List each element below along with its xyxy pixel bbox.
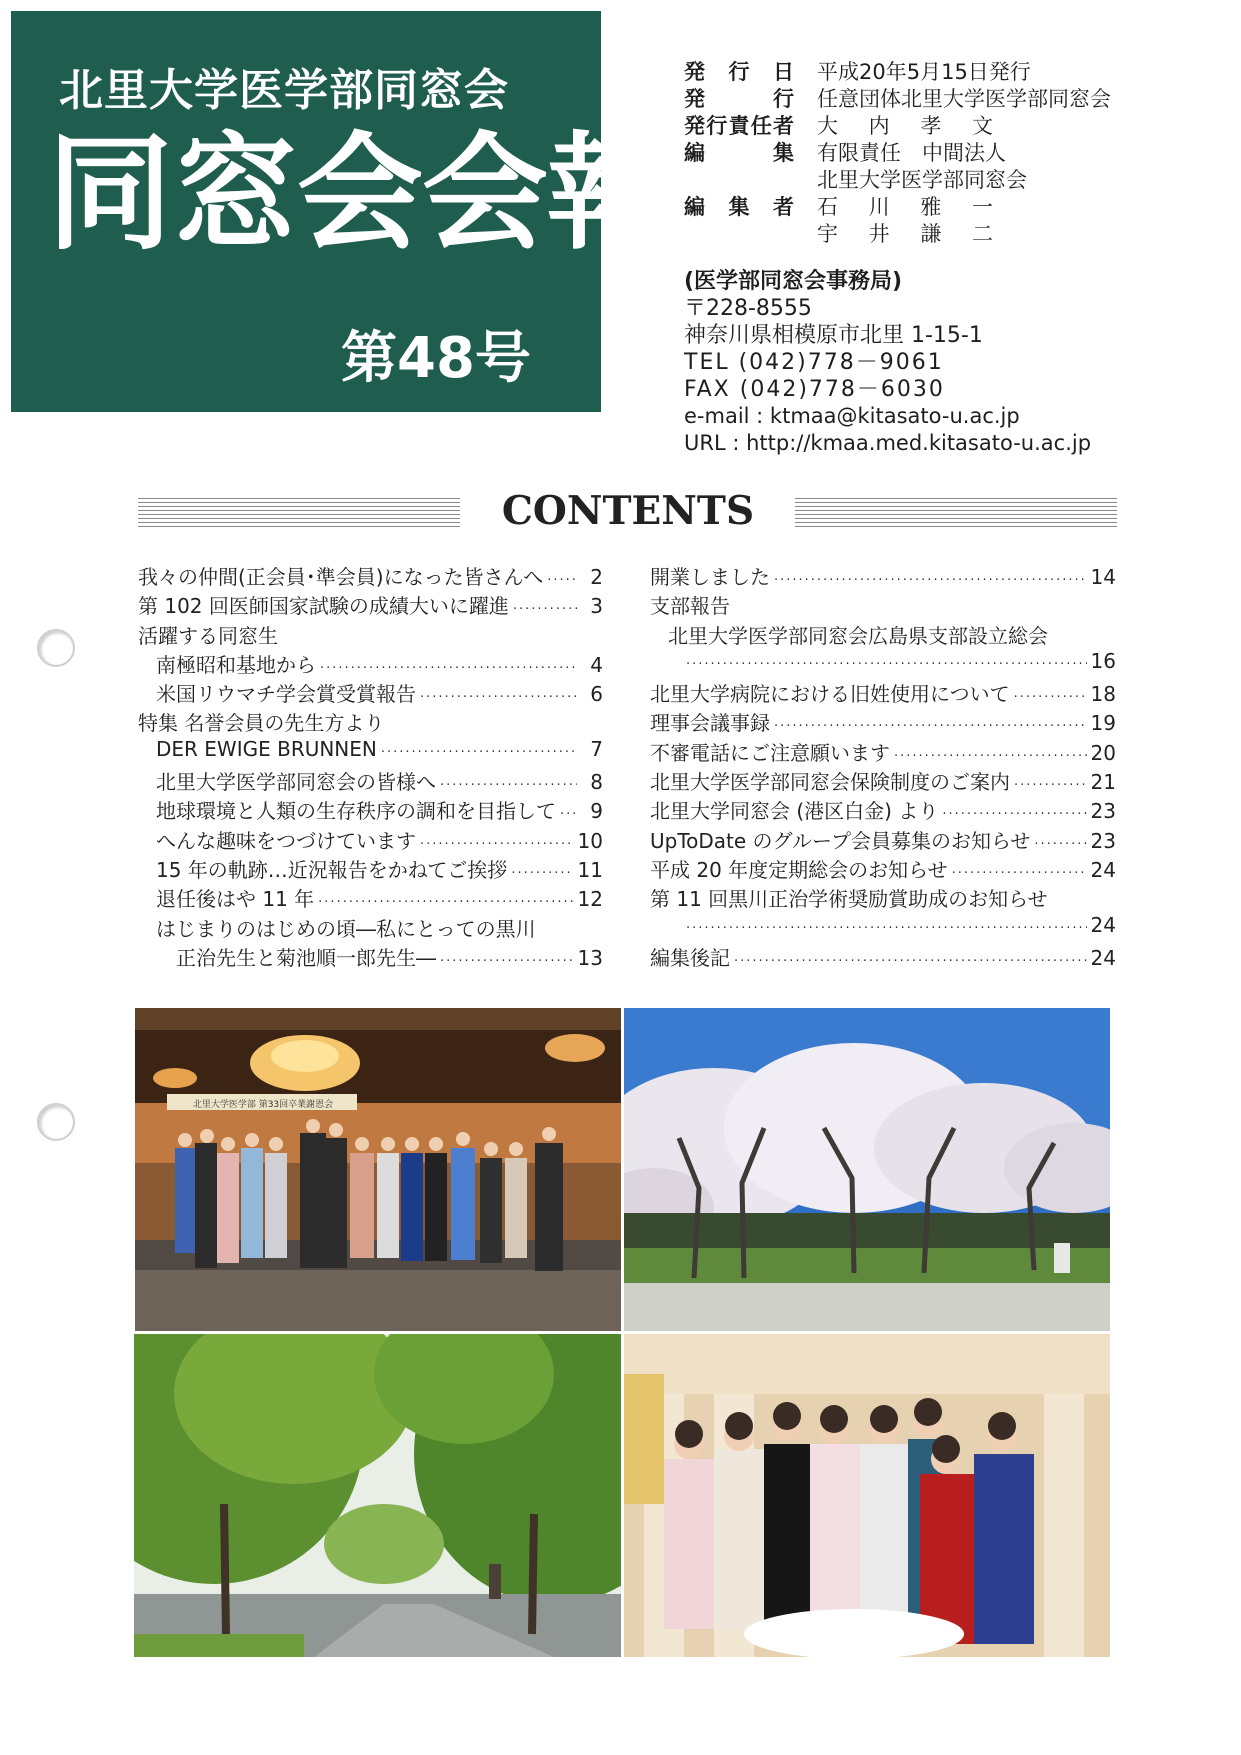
colophon-value: 石 川 雅 一 bbox=[817, 195, 1006, 219]
toc-entry-title: 米国リウマチ学会賞受賞報告 bbox=[156, 682, 416, 707]
toc-leader-dots bbox=[774, 719, 1087, 734]
toc-leader-dots bbox=[318, 895, 573, 910]
toc-entry[interactable] bbox=[138, 620, 603, 649]
photo-zelkova-avenue bbox=[134, 1334, 621, 1657]
toc-entry-page: 7 bbox=[590, 736, 603, 761]
toc-leader-dots bbox=[1034, 837, 1086, 852]
toc-leader-dots bbox=[420, 690, 577, 705]
issue-number: 第48号 bbox=[341, 326, 531, 391]
contents-heading: CONTENTS bbox=[501, 488, 755, 534]
toc-entry[interactable] bbox=[650, 825, 1116, 854]
toc-entry[interactable] bbox=[650, 913, 1116, 942]
toc-entry-title: 不審電話にご注意願います bbox=[650, 740, 890, 765]
toc-entry-page: 23 bbox=[1090, 799, 1116, 824]
toc-entry[interactable] bbox=[650, 737, 1116, 766]
colophon-value: 大 内 孝 文 bbox=[817, 114, 1006, 138]
colophon-label: 編 集 bbox=[684, 141, 794, 165]
toc-entry-title: 編集後記 bbox=[650, 945, 730, 970]
toc-entry[interactable] bbox=[138, 561, 603, 590]
toc-leader-dots bbox=[942, 807, 1086, 822]
toc-entry-page: 6 bbox=[590, 682, 603, 707]
toc-entry-title: へんな趣味をつづけています bbox=[156, 828, 416, 853]
toc-leader-dots bbox=[440, 954, 574, 969]
toc-entry[interactable] bbox=[138, 649, 603, 678]
colophon-row bbox=[684, 164, 1204, 191]
toc-entry-title: UpToDate のグループ会員募集のお知らせ bbox=[650, 828, 1031, 853]
bulletin-title: 同窓会会報 bbox=[47, 120, 672, 267]
office-fax: FAX (042)778－6030 bbox=[684, 377, 945, 402]
toc-entry-title: 北里大学同窓会 (港区白金) より bbox=[650, 799, 939, 824]
office-name: (医学部同窓会事務局) bbox=[684, 269, 903, 294]
binding-hole bbox=[37, 629, 75, 667]
toc-entry[interactable] bbox=[650, 649, 1116, 678]
toc-entry-page: 4 bbox=[590, 652, 603, 677]
colophon bbox=[684, 56, 1204, 245]
toc-leader-dots bbox=[547, 573, 577, 588]
toc-entry-title: 退任後はや 11 年 bbox=[156, 887, 315, 912]
photo-cherry-blossoms bbox=[624, 1008, 1110, 1331]
toc-entry[interactable] bbox=[650, 854, 1116, 883]
toc-entry-title: 平成 20 年度定期総会のお知らせ bbox=[650, 857, 948, 882]
toc-entry[interactable] bbox=[138, 942, 603, 971]
toc-entry-page: 2 bbox=[590, 565, 603, 589]
toc-entry-page: 9 bbox=[590, 799, 603, 824]
office-info bbox=[684, 268, 1091, 457]
toc-leader-dots bbox=[440, 778, 577, 793]
toc-leader-dots bbox=[952, 866, 1087, 881]
toc-entry-page: 11 bbox=[577, 857, 603, 882]
toc-entry[interactable] bbox=[650, 707, 1116, 736]
toc-leader-dots bbox=[381, 745, 577, 760]
toc-entry-page: 13 bbox=[577, 945, 603, 970]
banquet-banner: 北里大学医学部 第33回卒業謝恩会 bbox=[192, 1100, 334, 1110]
toc-entry-page: 24 bbox=[1090, 857, 1116, 882]
colophon-label: 発 行 bbox=[684, 87, 794, 111]
toc-entry[interactable] bbox=[650, 766, 1116, 795]
toc-entry-title: 15 年の軌跡…近況報告をかねてご挨拶 bbox=[156, 857, 508, 882]
toc-entry-title: 北里大学医学部同窓会保険制度のご案内 bbox=[650, 770, 1010, 795]
office-url[interactable]: URL : http://kmaa.med.kitasato-u.ac.jp bbox=[684, 431, 1092, 455]
office-tel: TEL (042)778－9061 bbox=[684, 350, 944, 375]
toc-leader-dots bbox=[774, 573, 1087, 588]
toc-right-column bbox=[650, 561, 1116, 971]
toc-entry[interactable] bbox=[138, 678, 603, 707]
toc-entry[interactable] bbox=[138, 766, 603, 795]
toc-entry-page: 23 bbox=[1090, 828, 1116, 853]
toc-leader-dots bbox=[894, 749, 1087, 764]
masthead-panel bbox=[11, 11, 672, 412]
toc-leader-dots bbox=[1014, 778, 1087, 793]
colophon-value: 北里大学医学部同窓会 bbox=[817, 168, 1027, 192]
colophon-row bbox=[684, 83, 1204, 110]
toc-entry-page: 16 bbox=[1090, 648, 1116, 673]
office-address: 神奈川県相模原市北里 1-15-1 bbox=[684, 323, 983, 348]
colophon-row bbox=[684, 137, 1204, 164]
heading-rule-right bbox=[795, 498, 1117, 528]
toc-entry-title: 北里大学医学部同窓会広島県支部設立総会 bbox=[668, 623, 1048, 648]
toc-entry-page: 3 bbox=[590, 594, 603, 619]
colophon-value: 有限責任 中間法人 bbox=[817, 141, 1006, 165]
toc-entry[interactable] bbox=[650, 942, 1116, 971]
toc-entry-title: DER EWIGE BRUNNEN bbox=[156, 736, 377, 761]
colophon-value: 任意団体北里大学医学部同窓会 bbox=[817, 87, 1111, 111]
toc-entry-title: 第 102 回医師国家試験の成績大いに躍進 bbox=[138, 594, 509, 619]
toc-entry-page: 10 bbox=[577, 828, 603, 853]
binding-hole bbox=[37, 1103, 75, 1141]
toc-entry-page: 24 bbox=[1090, 912, 1116, 937]
toc-entry[interactable] bbox=[650, 590, 1116, 619]
toc-entry[interactable] bbox=[138, 854, 603, 883]
toc-entry-title: 第 11 回黒川正治学術奨励賞助成のお知らせ bbox=[650, 887, 1048, 912]
toc-entry-title: 活躍する同窓生 bbox=[138, 623, 278, 648]
toc-entry-title: 理事会議事録 bbox=[650, 711, 770, 736]
toc-left-column bbox=[138, 561, 603, 971]
toc-entry-page: 8 bbox=[590, 770, 603, 795]
toc-leader-dots bbox=[734, 954, 1087, 969]
postal-code: 〒228-8555 bbox=[684, 296, 812, 321]
toc-entry[interactable] bbox=[138, 737, 603, 766]
toc-entry-page: 20 bbox=[1090, 740, 1116, 765]
toc-leader-dots bbox=[686, 921, 1087, 936]
toc-entry-title: 南極昭和基地から bbox=[156, 652, 316, 677]
toc-entry-title: 正治先生と菊池順一郎先生― bbox=[176, 945, 436, 970]
toc-entry[interactable] bbox=[138, 707, 603, 736]
toc-entry[interactable] bbox=[650, 561, 1116, 590]
toc-entry-title: 北里大学医学部同窓会の皆様へ bbox=[156, 770, 436, 795]
toc-entry-title: はじまりのはじめの頃―私にとっての黒川 bbox=[156, 916, 536, 941]
toc-leader-dots bbox=[686, 657, 1087, 672]
heading-rule-left bbox=[138, 498, 460, 528]
toc-entry[interactable] bbox=[138, 590, 603, 619]
toc-entry[interactable] bbox=[650, 620, 1116, 649]
organization-name: 北里大学医学部同窓会 bbox=[59, 65, 509, 116]
toc-entry[interactable] bbox=[138, 795, 603, 824]
colophon-value: 宇 井 謙 二 bbox=[817, 222, 1006, 246]
toc-entry-page: 12 bbox=[577, 887, 603, 912]
toc-entry-page: 14 bbox=[1090, 565, 1116, 589]
toc-leader-dots bbox=[560, 807, 577, 822]
colophon-row bbox=[684, 191, 1204, 218]
toc-entry-page: 24 bbox=[1090, 945, 1116, 970]
colophon-row bbox=[684, 56, 1204, 83]
toc-entry-title: 開業しました bbox=[650, 565, 770, 589]
toc-entry[interactable] bbox=[138, 825, 603, 854]
toc-entry-title: 北里大学病院における旧姓使用について bbox=[650, 682, 1010, 707]
colophon-row bbox=[684, 218, 1204, 245]
toc-entry[interactable] bbox=[138, 913, 603, 942]
toc-entry-title: 支部報告 bbox=[650, 594, 730, 619]
toc-entry-title: 特集 名誉会員の先生方より bbox=[138, 711, 385, 736]
office-email[interactable]: e-mail : ktmaa@kitasato-u.ac.jp bbox=[684, 404, 1020, 428]
toc-entry[interactable] bbox=[138, 883, 603, 912]
toc-entry-page: 18 bbox=[1090, 682, 1116, 707]
toc-entry-title: 地球環境と人類の生存秩序の調和を目指して bbox=[156, 799, 556, 824]
toc-entry-page: 21 bbox=[1090, 770, 1116, 795]
toc-entry-page: 19 bbox=[1090, 711, 1116, 736]
colophon-label: 発行責任者 bbox=[684, 114, 794, 138]
toc-leader-dots bbox=[1014, 690, 1087, 705]
toc-leader-dots bbox=[420, 837, 574, 852]
photo-banquet bbox=[135, 1008, 621, 1331]
photo-kimono-party bbox=[624, 1334, 1110, 1657]
toc-entry[interactable] bbox=[650, 883, 1116, 912]
toc-entry[interactable] bbox=[650, 795, 1116, 824]
colophon-label: 発 行 日 bbox=[684, 60, 794, 84]
toc-entry-title: 我々の仲間(正会員･準会員)になった皆さんへ bbox=[138, 565, 544, 589]
colophon-row bbox=[684, 110, 1204, 137]
toc-leader-dots bbox=[320, 661, 577, 676]
colophon-value: 平成20年5月15日発行 bbox=[817, 60, 1031, 84]
toc-entry[interactable] bbox=[650, 678, 1116, 707]
toc-leader-dots bbox=[511, 866, 573, 881]
colophon-label: 編 集 者 bbox=[684, 195, 794, 219]
toc-leader-dots bbox=[513, 602, 577, 617]
